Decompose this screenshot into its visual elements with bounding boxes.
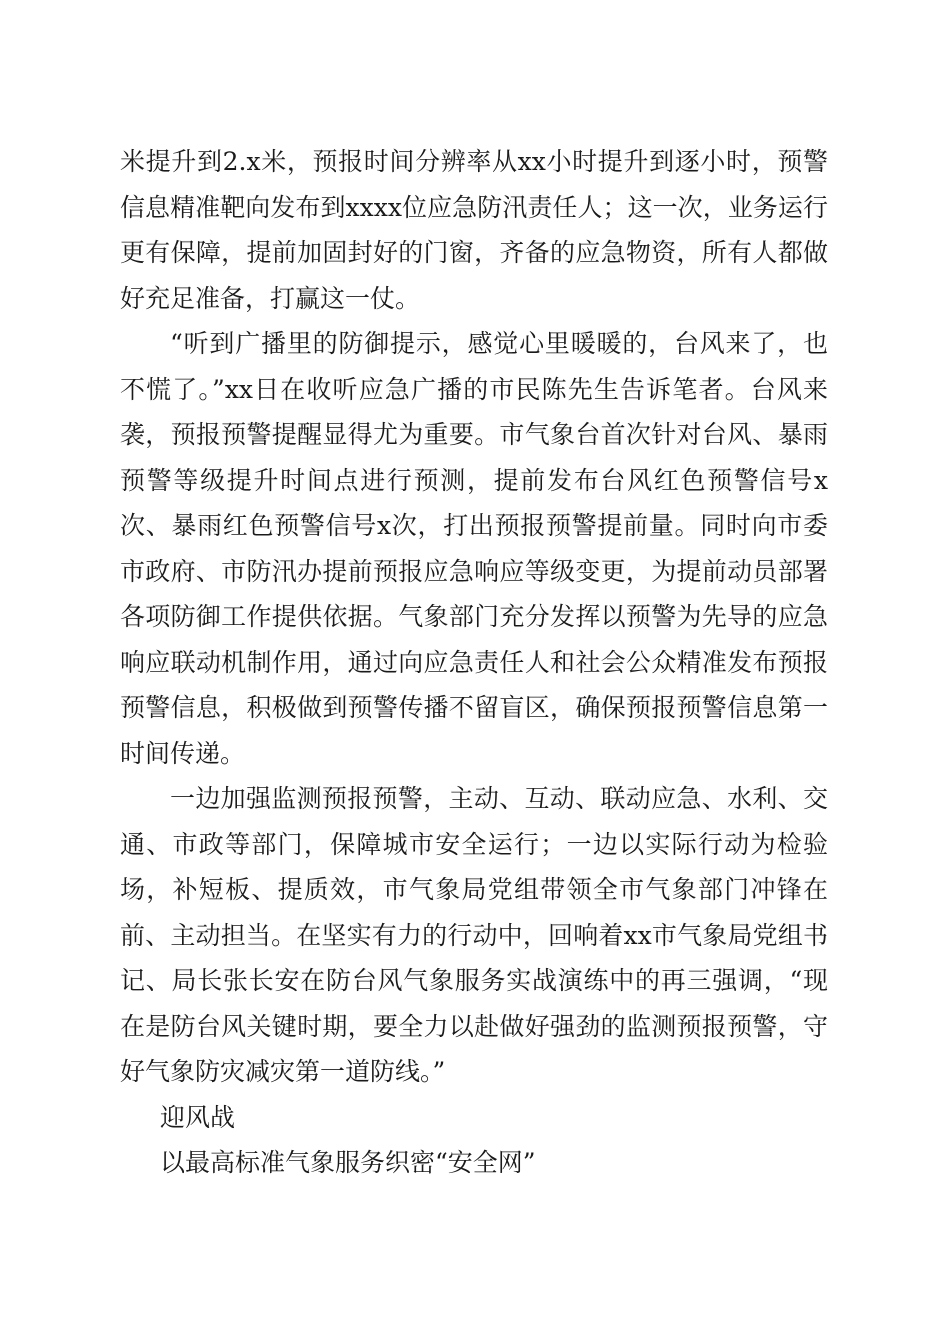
section-subtitle: 以最高标准气象服务织密“安全网” xyxy=(160,1148,536,1177)
paragraph-1: 米提升到2.x米，预报时间分辨率从xx小时提升到逐小时，预警信息精准靶向发布到xxxx位应急防汛责任人；这一次，业务运行更有保障，提前加固封好的门窗，齐备的应急物资，所有人都做好充足准备，打赢这一仗。 xyxy=(120,147,828,313)
document-body xyxy=(120,139,828,1186)
paragraph-2: “听到广播里的防御提示，感觉心里暖暖的，台风来了，也不慌了。”xx日在收听应急广播的市民陈先生告诉笔者。台风来袭，预报预警提醒显得尤为重要。市气象台首次针对台风、暴雨预警等级提升时间点进行预测，提前发布台风红色预警信号x次、暴雨红色预警信号x次，打出预报预警提前量。同时向市委市政府、市防汛办提前预报应急响应等级变更，为提前动员部署各项防御工作提供依据。气象部门充分发挥以预警为先导的应急响应联动机制作用，通过向应急责任人和社会公众精准发布预报预警信息，积极做到预警传播不留盲区，确保预报预警信息第一时间传递。 xyxy=(120,329,828,768)
section-title: 迎风战 xyxy=(160,1102,236,1132)
paragraph-3: 一边加强监测预报预警，主动、互动、联动应急、水利、交通、市政等部门，保障城市安全运行；一边以实际行动为检验场，补短板、提质效，市气象局党组带领全市气象部门冲锋在前、主动担当。在坚实有力的行动中，回响着xx市气象局党组书记、局长张长安在防台风气象服务实战演练中的再三强调，“现在是防台风关键时期，要全力以赴做好强劲的监测预报预警，守好气象防灾减灾第一道防线。” xyxy=(120,784,828,1086)
